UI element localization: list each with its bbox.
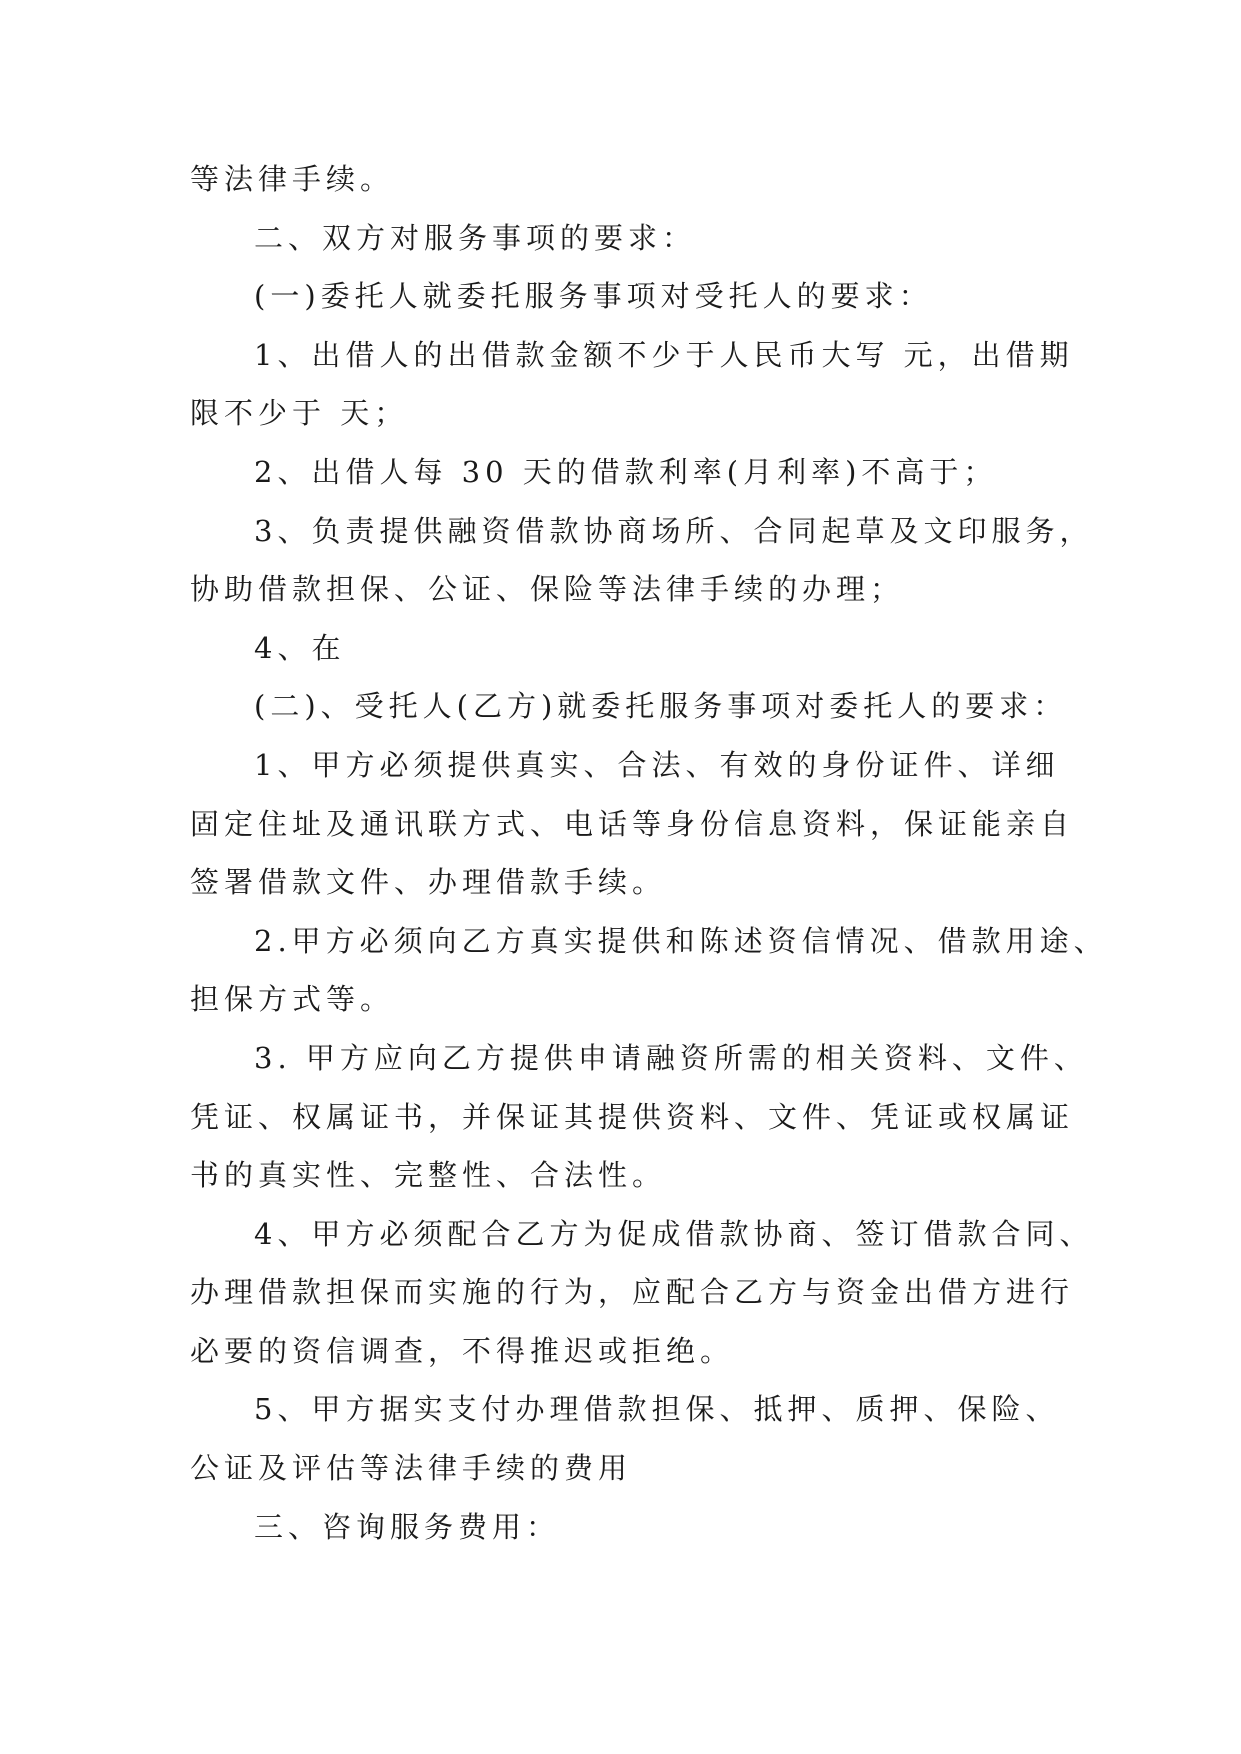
text-line: 协助借款担保、公证、保险等法律手续的办理； (190, 572, 905, 607)
text-line: (一)委托人就委托服务事项对受托人的要求： (254, 279, 933, 314)
text-line: 4、在 (254, 630, 346, 665)
text-line: 等法律手续。 (190, 162, 395, 196)
text-line: 5、甲方据实支付办理借款担保、抵押、质押、保险、 (254, 1392, 1060, 1427)
text-line: (二)、受托人(乙方)就委托服务事项对委托人的要求： (254, 689, 1068, 724)
document-body (190, 150, 1108, 1556)
text-line: 限不少于 天； (190, 396, 409, 431)
text-line: 3. 甲方应向乙方提供申请融资所需的相关资料、文件、 (254, 1040, 1088, 1075)
text-line: 凭证、权属证书，并保证其提供资料、文件、凭证或权属证 (190, 1099, 1075, 1134)
text-line: 必要的资信调查，不得推迟或拒绝。 (190, 1333, 735, 1368)
text-line: 1、出借人的出借款金额不少于人民币大写 元，出借期 (254, 337, 1074, 372)
text-line: 三、咨询服务费用： (254, 1509, 561, 1544)
text-line: 签署借款文件、办理借款手续。 (190, 865, 667, 900)
text-line: 3、负责提供融资借款协商场所、合同起草及文印服务， (254, 513, 1094, 548)
text-line: 1、甲方必须提供真实、合法、有效的身份证件、详细 (254, 747, 1060, 782)
text-line: 担保方式等。 (190, 982, 395, 1017)
text-line: 4、甲方必须配合乙方为促成借款协商、签订借款合同、 (254, 1216, 1094, 1251)
text-line: 公证及评估等法律手续的费用 (190, 1451, 633, 1486)
text-line: 2.甲方必须向乙方真实提供和陈述资信情况、借款用途、 (254, 923, 1108, 958)
text-line: 书的真实性、完整性、合法性。 (190, 1158, 667, 1193)
text-line: 固定住址及通讯联方式、电话等身份信息资料，保证能亲自 (190, 806, 1075, 841)
text-line: 2、出借人每 30 天的借款利率(月利率)不高于； (254, 454, 998, 489)
text-line: 办理借款担保而实施的行为，应配合乙方与资金出借方进行 (190, 1275, 1075, 1310)
text-line: 二、双方对服务事项的要求： (254, 220, 697, 255)
